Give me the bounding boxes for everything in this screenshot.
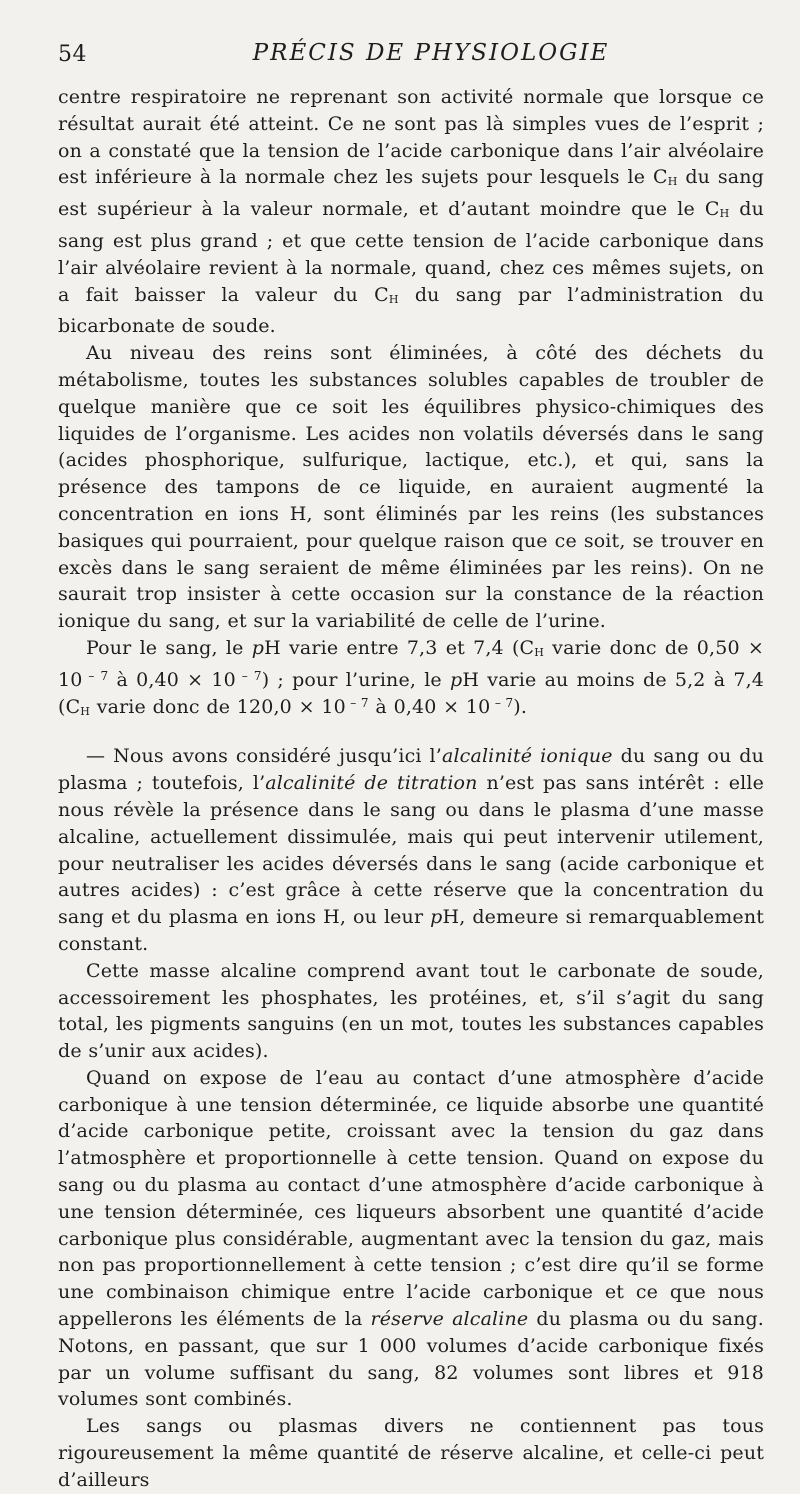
italic-text: p: [449, 668, 463, 691]
paragraph-p6: [58, 1065, 764, 1413]
text-segment: du sang est supérieur à la valeur normale, et d’autant moindre que le C: [58, 166, 764, 221]
exponent: – 7: [82, 668, 109, 683]
text-segment: Les sangs ou plasmas divers ne contiennent pas tous rigoureusement la même quantité de réserve alcaline, et celle-ci peut d’ailleurs: [58, 1415, 764, 1491]
page-header: [58, 40, 764, 84]
exponent: – 7: [490, 695, 514, 710]
paragraph-p2: [58, 340, 764, 635]
text-segment: du sang par l’administration du bicarbonate de soude.: [58, 283, 764, 338]
subscript: H: [719, 207, 730, 221]
text-segment: — Nous avons considéré jusqu’ici l’: [86, 745, 442, 768]
text-segment: varie donc de 0,50 × 10: [58, 636, 764, 691]
exponent: – 7: [345, 695, 369, 710]
text-segment: Cette masse alcaline comprend avant tout le carbonate de soude, accessoirement les phosphates, les protéines, et, s’il s’agit du sang total, les pigments sanguins (en un mot, toutes les substances capables de s’unir aux acides).: [58, 959, 764, 1063]
text-segment: à 0,40 × 10: [108, 668, 236, 691]
text-segment: Quand on expose de l’eau au contact d’une atmosphère d’acide carbonique à une tension déterminée, ce liquide absorbe une quantité d’acide carbonique petite, croissant avec la tension du gaz dans l’atmosphère et proportionnelle à cette tension. Quand on expose du sang ou du plasma au contact d’une atmosphère d’acide carbonique à une tension déterminée, ces liqueurs absorbent une quantité d’acide carbonique plus considérable, augmentant avec la tension du gaz, mais non pas proportionnellement à cette tension ; c’est dire qu’il se forme une combinaison chimique entre l’acide carbonique et ce que nous appellerons les éléments de la: [58, 1066, 764, 1331]
text-segment: H, demeure si remarquablement constant.: [58, 906, 765, 955]
italic-text: alcalinité ionique: [441, 745, 613, 768]
subscript: H: [80, 704, 91, 718]
text-segment: centre respiratoire ne reprenant son activité normale que lorsque ce résultat aurait été atteint. Ce ne sont pas là simples vues de l’esprit ; on a constaté que la tension de l’acide carbonique dans l’air alvéolaire est inférieure à la normale chez les sujets pour lesquels le C: [58, 86, 764, 189]
italic-text: alcalinité de titration: [265, 772, 478, 795]
italic-text: réserve alcaline: [370, 1308, 529, 1331]
text-segment: H varie au moins de 5,2 à 7,4 (C: [58, 668, 765, 718]
italic-text: p: [251, 636, 265, 659]
paragraph-p3: [58, 635, 764, 725]
subscript: H: [388, 292, 399, 306]
italic-text: p: [430, 906, 443, 929]
text-segment: du sang est plus grand ; et que cette tension de l’acide carbonique dans l’air alvéolaire revient à la normale, quand, chez ces mêmes sujets, on a fait baisser la valeur du C: [58, 198, 764, 306]
text-segment: varie donc de 120,0 × 10: [90, 695, 346, 718]
running-title: PRÉCIS DE PHYSIOLOGIE: [252, 40, 610, 66]
text-segment: ).: [513, 695, 528, 718]
paragraph-p4: [58, 743, 764, 957]
text-segment: Au niveau des reins sont éliminées, à côté des déchets du métabolisme, toutes les substances solubles capables de troubler de quelque manière que ce soit les équilibres physico-chimiques des liquides de l’organisme. Les acides non volatils déversés dans le sang (acides phosphorique, sulfurique, lactique, etc.), et qui, sans la présence des tampons de ce liquide, en auraient augmenté la concentration en ions H, sont éliminés par les reins (les substances basiques qui pourraient, pour quelque raison que ce soit, se trouver en excès dans le sang seraient de même éliminées par les reins). On ne saurait trop insister à cette occasion sur la constance de la réaction ionique du sang, et sur la variabilité de celle de l’urine.: [58, 342, 764, 633]
text-segment: du sang ou du plasma ; toutefois, l’: [58, 745, 764, 795]
text-segment: H varie entre 7,3 et 7,4 (C: [264, 636, 535, 659]
text-segment: du plasma ou du sang. Notons, en passant, que sur 1 000 volumes d’acide carbonique fixés par un volume suffisant du sang, 82 volumes sont libres et 918 volumes sont combinés.: [58, 1308, 765, 1411]
paragraph-p7: [58, 1413, 764, 1493]
subscript: H: [534, 645, 544, 659]
text-segment: Pour le sang, le: [86, 636, 252, 659]
exponent: – 7: [235, 668, 262, 683]
body-text: [58, 84, 764, 1494]
text-segment: n’est pas sans intérêt : elle nous révèle la présence dans le sang ou dans le plasma d’une masse alcaline, actuellement dissimulée, mais qui peut intervenir utilement, pour neutraliser les acides déversés dans le sang (acide carbonique et autres acides) : c’est grâce à cette réserve que la concentration du sang et du plasma en ions H, ou leur: [58, 772, 764, 929]
text-segment: à 0,40 × 10: [368, 695, 491, 718]
page-number: 54: [58, 42, 87, 67]
text-segment: ) ; pour l’urine, le: [261, 668, 450, 691]
paragraph-p1: [58, 84, 764, 340]
subscript: H: [667, 175, 678, 189]
paragraph-p5: [58, 958, 764, 1065]
